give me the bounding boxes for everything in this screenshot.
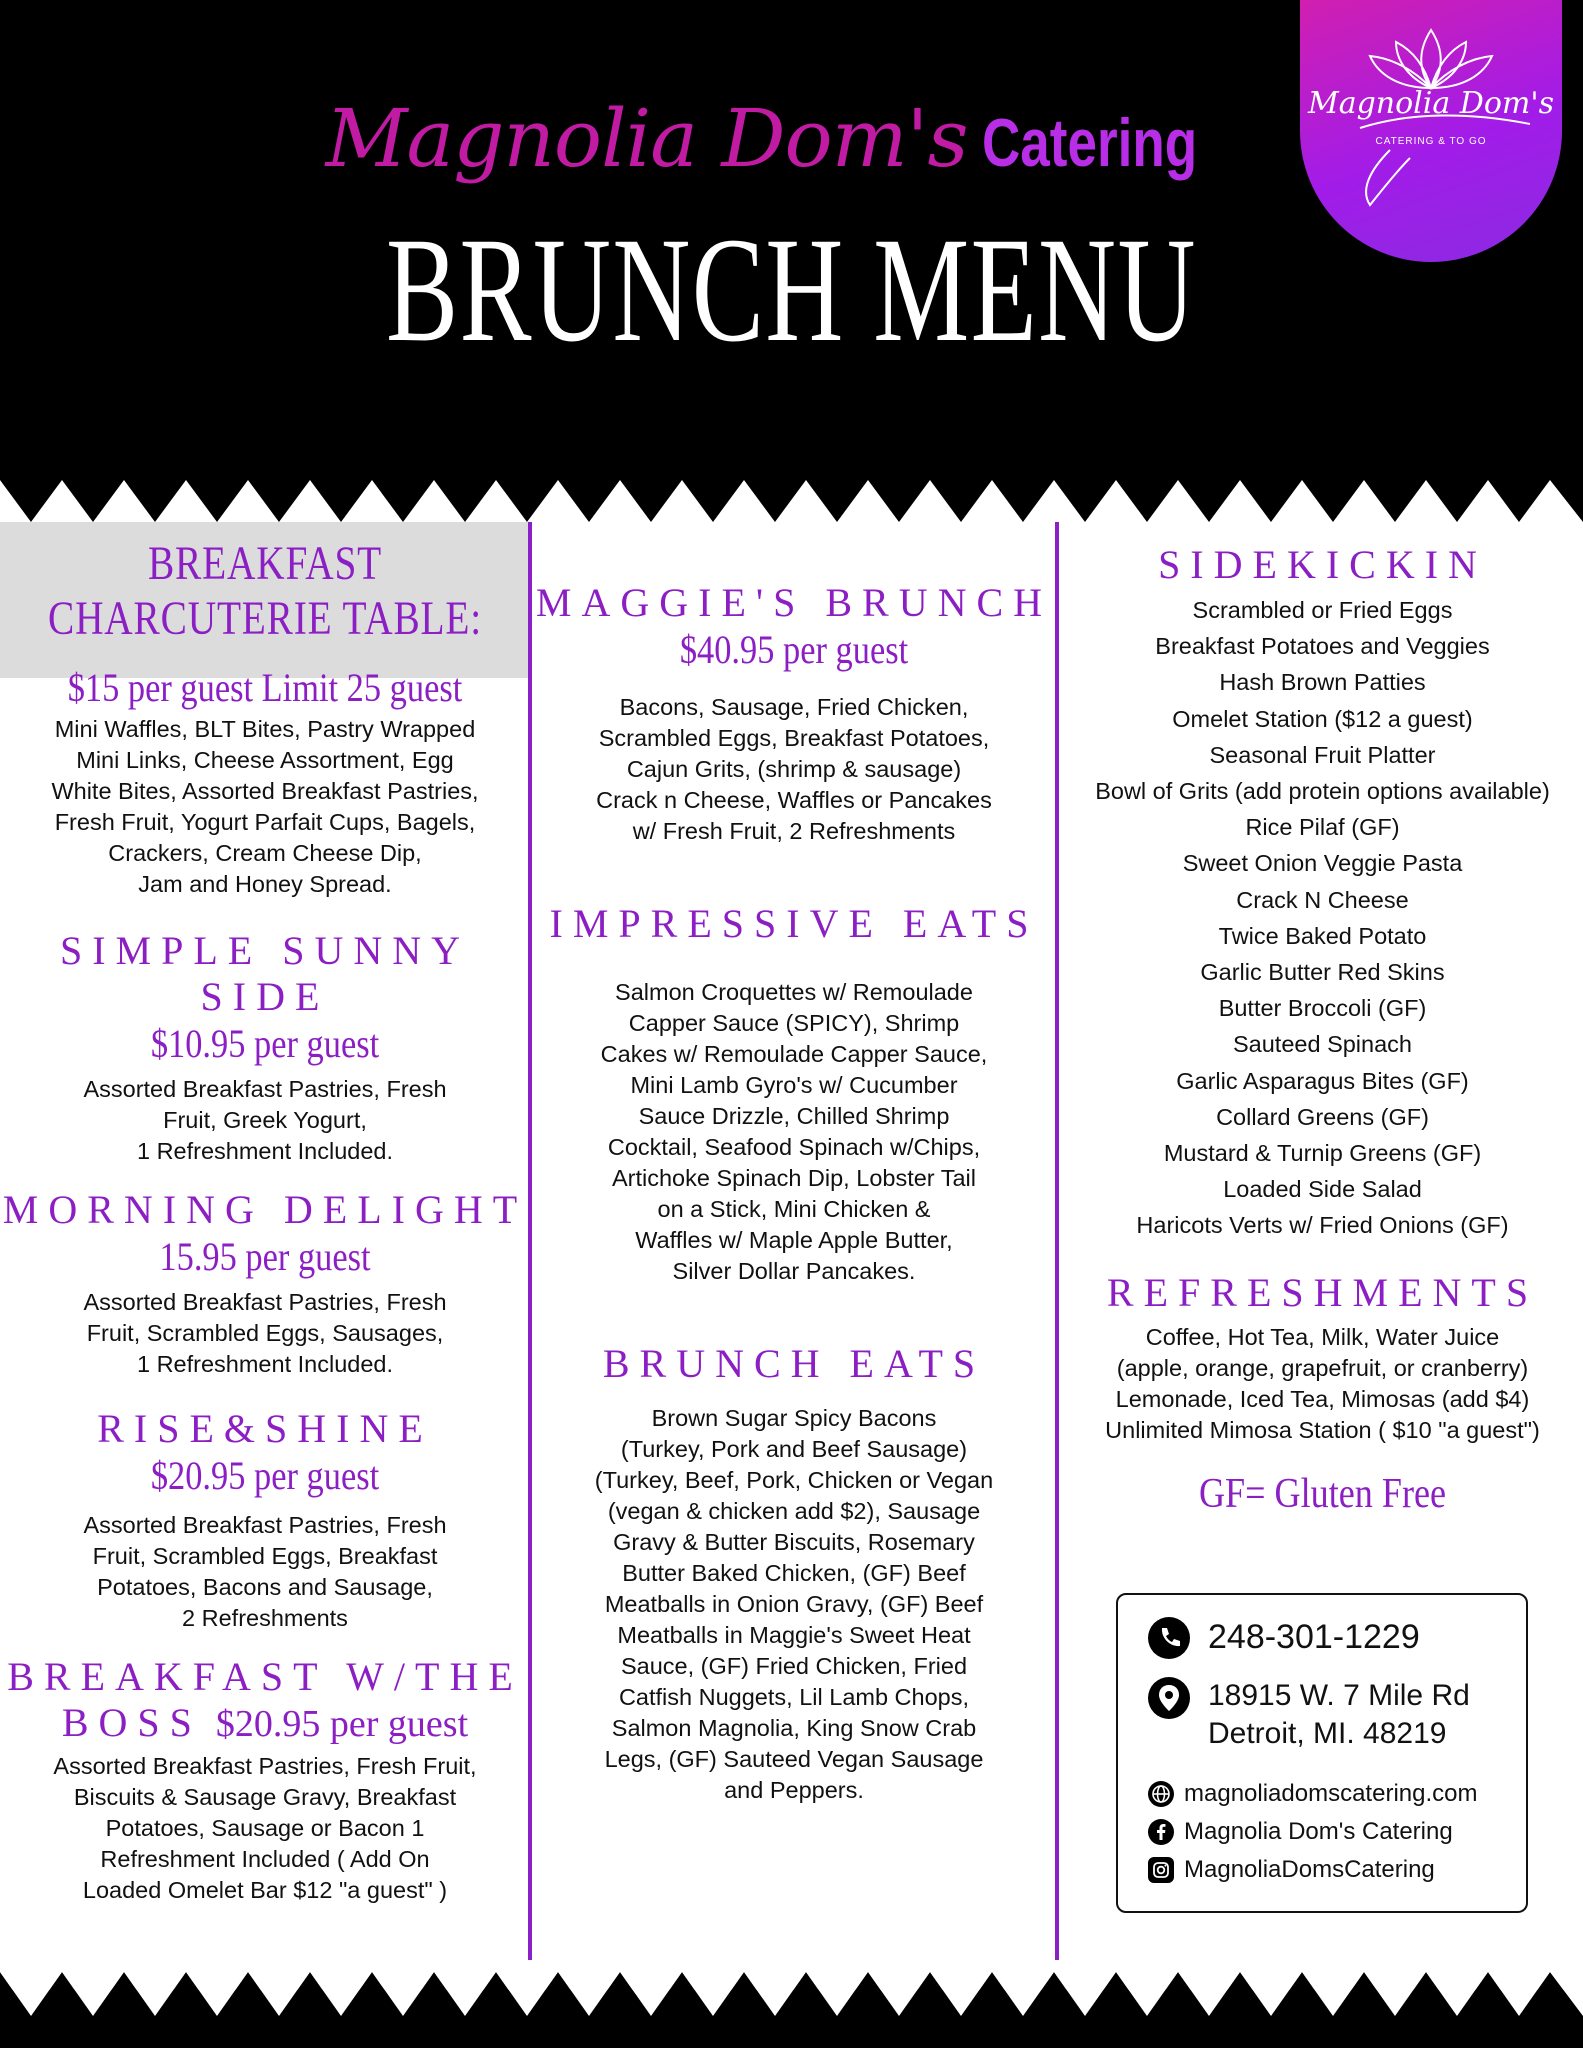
body-line: Coffee, Hot Tea, Milk, Water Juice xyxy=(1145,1323,1500,1350)
list-item: Garlic Asparagus Bites (GF) xyxy=(1176,1067,1469,1094)
section-breakfast-with-the-boss xyxy=(0,1654,530,1906)
body-line: Meatballs in Onion Gravy, (GF) Beef xyxy=(604,1591,984,1617)
body-line: Biscuits & Sausage Gravy, Breakfast xyxy=(73,1784,457,1811)
section-title: CHARCUTERIE TABLE: xyxy=(47,592,482,646)
list-item: Omelet Station ($12 a guest) xyxy=(1172,705,1473,732)
body-line: 2 Refreshments xyxy=(182,1605,348,1632)
body-line: (apple, orange, grapefruit, or cranberry) xyxy=(1116,1354,1529,1381)
section-title: BREAKFAST xyxy=(147,537,383,590)
address xyxy=(1208,1677,1470,1753)
contact-card xyxy=(1116,1593,1528,1913)
body-line: Brown Sugar Spicy Bacons xyxy=(651,1405,937,1431)
body-line: Mini Waffles, BLT Bites, Pastry Wrapped xyxy=(54,716,476,743)
section-price: $10.95 per guest xyxy=(150,1021,380,1067)
section-title: REFRESHMENTS xyxy=(1106,1269,1539,1315)
body-line: Gravy & Butter Biscuits, Rosemary xyxy=(613,1529,975,1555)
body-line: Scrambled Eggs, Breakfast Potatoes, xyxy=(598,725,990,751)
lotus-icon xyxy=(1300,0,1562,262)
gluten-free-note: GF= Gluten Free xyxy=(1198,1470,1447,1517)
section-rise-and-shine xyxy=(0,1406,530,1634)
location-pin-icon xyxy=(1148,1677,1190,1719)
section-sidekickin xyxy=(1062,542,1583,1244)
list-item: Scrambled or Fried Eggs xyxy=(1192,597,1453,623)
list-item: Sweet Onion Veggie Pasta xyxy=(1182,850,1463,877)
body-line: Fruit, Scrambled Eggs, Sausages, xyxy=(86,1320,444,1347)
contact-instagram-row xyxy=(1148,1857,1435,1883)
body-line: Lemonade, Iced Tea, Mimosas (add $4) xyxy=(1115,1385,1530,1412)
body-line: Assorted Breakfast Pastries, Fresh Fruit, xyxy=(53,1753,477,1780)
body-line: Fresh Fruit, Yogurt Parfait Cups, Bagels, xyxy=(54,809,476,836)
body-line: Catfish Nuggets, Lil Lamb Chops, xyxy=(618,1684,970,1710)
body-line: (Turkey, Pork and Beef Sausage) xyxy=(620,1436,968,1462)
body-line: Fruit, Scrambled Eggs, Breakfast xyxy=(92,1543,438,1570)
zigzag-bottom-border xyxy=(0,1960,1583,2048)
brand-catering-word: Catering xyxy=(981,105,1197,181)
phone-icon xyxy=(1148,1617,1190,1659)
body-line: Assorted Breakfast Pastries, Fresh xyxy=(83,1512,447,1539)
section-title: BREAKFAST W/THE xyxy=(7,1654,523,1700)
contact-phone-row xyxy=(1148,1617,1420,1659)
body-line: Refreshment Included ( Add On xyxy=(100,1846,430,1873)
list-item: Garlic Butter Red Skins xyxy=(1200,959,1445,986)
brand-logo xyxy=(1300,0,1562,262)
body-line: Jam and Honey Spread. xyxy=(138,871,392,898)
section-title xyxy=(0,1700,530,1747)
section-title: IMPRESSIVE EATS xyxy=(549,901,1039,946)
section-title: BRUNCH EATS xyxy=(602,1341,986,1386)
body-line: Legs, (GF) Sauteed Vegan Sausage xyxy=(604,1746,984,1772)
body-line: Cocktail, Seafood Spinach w/Chips, xyxy=(607,1134,981,1160)
section-brunch-eats xyxy=(533,1341,1055,1806)
body-line: Sauce, (GF) Fried Chicken, Fried xyxy=(620,1653,968,1679)
header-banner xyxy=(0,0,1583,540)
list-item: Haricots Verts w/ Fried Onions (GF) xyxy=(1136,1212,1509,1239)
body-line: (vegan & chicken add $2), Sausage xyxy=(607,1498,981,1524)
body-line: Cajun Grits, (shrimp & sausage) xyxy=(626,756,962,782)
section-simple-sunny-side xyxy=(0,928,530,1167)
contact-address-row xyxy=(1148,1677,1470,1753)
body-line: Crackers, Cream Cheese Dip, xyxy=(108,840,422,867)
logo-wordmark: Magnolia Dom's xyxy=(1307,86,1554,121)
body-line: Salmon Magnolia, King Snow Crab xyxy=(611,1715,977,1741)
body-line: Loaded Omelet Bar $12 "a guest" ) xyxy=(82,1877,448,1904)
section-impressive-eats xyxy=(533,901,1055,1287)
section-title: MAGGIE'S BRUNCH xyxy=(535,580,1053,625)
body-line: Mini Links, Cheese Assortment, Egg xyxy=(76,747,454,774)
globe-icon xyxy=(1148,1781,1174,1807)
body-line: Bacons, Sausage, Fried Chicken, xyxy=(619,694,969,720)
list-item: Sauteed Spinach xyxy=(1232,1031,1412,1058)
list-item: Twice Baked Potato xyxy=(1218,922,1427,949)
list-item: Crack N Cheese xyxy=(1236,886,1409,913)
list-item: Loaded Side Salad xyxy=(1223,1176,1422,1203)
contact-facebook-row xyxy=(1148,1819,1453,1845)
section-maggies-brunch xyxy=(533,580,1055,847)
address-line: Detroit, MI. 48219 xyxy=(1208,1717,1447,1750)
contact-website-row xyxy=(1148,1781,1477,1807)
logo-tagline: CATERING & TO GO xyxy=(1375,136,1487,147)
instagram-icon xyxy=(1148,1857,1174,1883)
section-charcuterie xyxy=(0,536,530,900)
section-title: SIDEKICKIN xyxy=(1158,542,1487,587)
body-line: Silver Dollar Pancakes. xyxy=(672,1258,916,1284)
section-refreshments xyxy=(1062,1270,1583,1446)
facebook-link[interactable]: Magnolia Dom's Catering xyxy=(1184,1818,1453,1845)
section-price: $20.95 per guest xyxy=(150,1453,380,1499)
section-price: $20.95 per guest xyxy=(215,1703,469,1746)
body-line: Assorted Breakfast Pastries, Fresh xyxy=(83,1076,447,1103)
body-line: w/ Fresh Fruit, 2 Refreshments xyxy=(632,818,956,844)
instagram-link[interactable]: MagnoliaDomsCatering xyxy=(1184,1856,1435,1883)
list-item: Collard Greens (GF) xyxy=(1216,1103,1429,1130)
body-line: 1 Refreshment Included. xyxy=(136,1138,394,1165)
list-item: Butter Broccoli (GF) xyxy=(1218,995,1427,1022)
body-line: Fruit, Greek Yogurt, xyxy=(163,1107,367,1134)
body-line: Crack n Cheese, Waffles or Pancakes xyxy=(596,787,992,813)
section-price: $40.95 per guest xyxy=(679,627,909,672)
list-item: Breakfast Potatoes and Veggies xyxy=(1155,633,1490,660)
list-item: Hash Brown Patties xyxy=(1219,669,1426,696)
body-line: Artichoke Spinach Dip, Lobster Tail xyxy=(611,1165,976,1191)
body-line: Capper Sauce (SPICY), Shrimp xyxy=(628,1010,960,1036)
body-line: Sauce Drizzle, Chilled Shrimp xyxy=(638,1103,950,1129)
body-line: (Turkey, Beef, Pork, Chicken or Vegan xyxy=(594,1467,994,1493)
column-divider-right xyxy=(1055,522,1059,1970)
column-left xyxy=(0,536,530,1906)
sides-list xyxy=(1062,592,1583,1244)
list-item: Bowl of Grits (add protein options available) xyxy=(1095,778,1550,805)
phone-number[interactable]: 248-301-1229 xyxy=(1208,1618,1420,1656)
list-item: Seasonal Fruit Platter xyxy=(1209,741,1436,768)
body-line: on a Stick, Mini Chicken & xyxy=(657,1196,931,1222)
section-title: MORNING DELIGHT xyxy=(2,1187,528,1233)
body-line: Assorted Breakfast Pastries, Fresh xyxy=(83,1289,447,1316)
body-line: 1 Refreshment Included. xyxy=(136,1351,394,1378)
facebook-icon xyxy=(1148,1819,1174,1845)
body-line: Potatoes, Sausage or Bacon 1 xyxy=(105,1815,425,1842)
body-line: White Bites, Assorted Breakfast Pastries, xyxy=(51,778,479,805)
website-link[interactable]: magnoliadomscatering.com xyxy=(1184,1780,1478,1807)
section-title: RISE&SHINE xyxy=(97,1406,433,1452)
section-morning-delight xyxy=(0,1187,530,1380)
body-line: Mini Lamb Gyro's w/ Cucumber xyxy=(630,1072,958,1098)
body-line: Salmon Croquettes w/ Remoulade xyxy=(615,979,973,1005)
body-line: and Peppers. xyxy=(724,1777,864,1803)
section-title: SIMPLE SUNNY SIDE xyxy=(59,928,471,1020)
body-line: Meatballs in Maggie's Sweet Heat xyxy=(617,1622,971,1648)
list-item: Mustard & Turnip Greens (GF) xyxy=(1163,1140,1482,1167)
brand-script-name: Magnolia Dom's xyxy=(325,92,968,185)
body-line: Butter Baked Chicken, (GF) Beef xyxy=(622,1560,966,1586)
body-line: Cakes w/ Remoulade Capper Sauce, xyxy=(600,1041,988,1067)
section-price: $15 per guest Limit 25 guest xyxy=(67,665,463,711)
section-title-part: BOSS xyxy=(61,1700,202,1746)
body-line: Unlimited Mimosa Station ( $10 "a guest") xyxy=(1105,1416,1540,1443)
address-line: 18915 W. 7 Mile Rd xyxy=(1208,1679,1470,1712)
list-item: Rice Pilaf (GF) xyxy=(1245,814,1400,841)
body-line: Potatoes, Bacons and Sausage, xyxy=(97,1574,433,1601)
column-middle xyxy=(533,580,1055,1806)
section-price: 15.95 per guest xyxy=(159,1234,371,1280)
column-right xyxy=(1062,542,1583,1518)
body-line: Waffles w/ Maple Apple Butter, xyxy=(635,1227,953,1253)
page-title: BRUNCH MENU xyxy=(386,207,1197,373)
